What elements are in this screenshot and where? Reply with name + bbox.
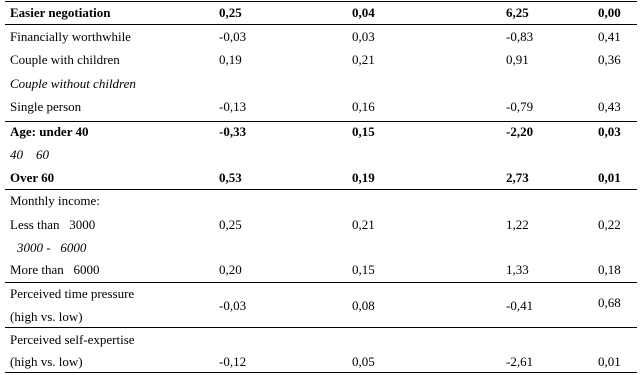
t-value-cell: -2,20 xyxy=(506,124,534,139)
row-label: Easier negotiation xyxy=(10,5,111,20)
t-value-cell: -2,61 xyxy=(506,354,534,369)
t-value-cell: 0,91 xyxy=(506,52,529,67)
coefficient-cell: 0,20 xyxy=(219,262,242,277)
coefficient-cell: 0,25 xyxy=(219,5,242,20)
coefficient-cell: -0,03 xyxy=(219,29,247,44)
p-value-cell: 0,43 xyxy=(598,99,621,114)
coefficient-cell: 0,53 xyxy=(219,170,242,185)
t-value-cell: 2,73 xyxy=(506,170,529,185)
table-rule xyxy=(5,372,637,373)
std-error-cell: 0,21 xyxy=(352,52,375,67)
table-rule xyxy=(5,189,637,190)
p-value-cell: 0,36 xyxy=(598,52,621,67)
p-value-cell: 0,22 xyxy=(598,217,621,232)
t-value-cell: 6,25 xyxy=(506,5,529,20)
table-rule xyxy=(5,327,637,328)
p-value-cell: 0,41 xyxy=(598,29,621,44)
std-error-cell: 0,15 xyxy=(352,124,375,139)
row-label: Age: under 40 xyxy=(10,124,89,139)
row-label: Financially worthwhile xyxy=(10,29,131,44)
table-rule xyxy=(5,24,637,25)
row-label-reference: 40 60 xyxy=(10,147,49,162)
row-label: Over 60 xyxy=(10,170,55,185)
t-value-cell: -0,79 xyxy=(506,99,534,114)
coefficient-cell: -0,12 xyxy=(219,354,247,369)
row-label-continuation: (high vs. low) xyxy=(10,354,83,369)
std-error-cell: 0,19 xyxy=(352,170,375,185)
table-rule xyxy=(5,121,637,122)
std-error-cell: 0,15 xyxy=(352,262,375,277)
coefficient-cell: -0,13 xyxy=(219,99,247,114)
row-label-reference: Couple without children xyxy=(10,76,136,91)
std-error-cell: 0,04 xyxy=(352,5,375,20)
coefficient-cell: -0,03 xyxy=(219,298,247,313)
std-error-cell: 0,21 xyxy=(352,217,375,232)
row-label: Perceived self-expertise xyxy=(10,332,135,347)
coefficient-cell: 0,25 xyxy=(219,217,242,232)
p-value-cell: 0,03 xyxy=(598,124,621,139)
table-rule xyxy=(5,1,637,2)
p-value-cell: 0,01 xyxy=(598,354,621,369)
std-error-cell: 0,05 xyxy=(352,354,375,369)
row-label: More than 6000 xyxy=(10,262,100,277)
std-error-cell: 0,03 xyxy=(352,29,375,44)
row-label-continuation: (high vs. low) xyxy=(10,309,83,324)
row-label: Couple with children xyxy=(10,52,120,67)
t-value-cell: -0,41 xyxy=(506,298,534,313)
coefficient-cell: 0,19 xyxy=(219,52,242,67)
row-label-reference: 3000 - 6000 xyxy=(17,240,87,255)
row-label: Single person xyxy=(10,99,82,114)
coefficient-cell: -0,33 xyxy=(219,124,247,139)
std-error-cell: 0,16 xyxy=(352,99,375,114)
row-label: Less than 3000 xyxy=(10,217,96,232)
t-value-cell: -0,83 xyxy=(506,29,534,44)
table-rule xyxy=(5,282,637,283)
p-value-cell: 0,68 xyxy=(598,295,621,310)
p-value-cell: 0,00 xyxy=(598,5,621,20)
p-value-cell: 0,18 xyxy=(598,262,621,277)
row-label: Perceived time pressure xyxy=(10,286,135,301)
t-value-cell: 1,33 xyxy=(506,262,529,277)
std-error-cell: 0,08 xyxy=(352,298,375,313)
p-value-cell: 0,01 xyxy=(598,170,621,185)
t-value-cell: 1,22 xyxy=(506,217,529,232)
row-label: Monthly income: xyxy=(10,193,100,208)
